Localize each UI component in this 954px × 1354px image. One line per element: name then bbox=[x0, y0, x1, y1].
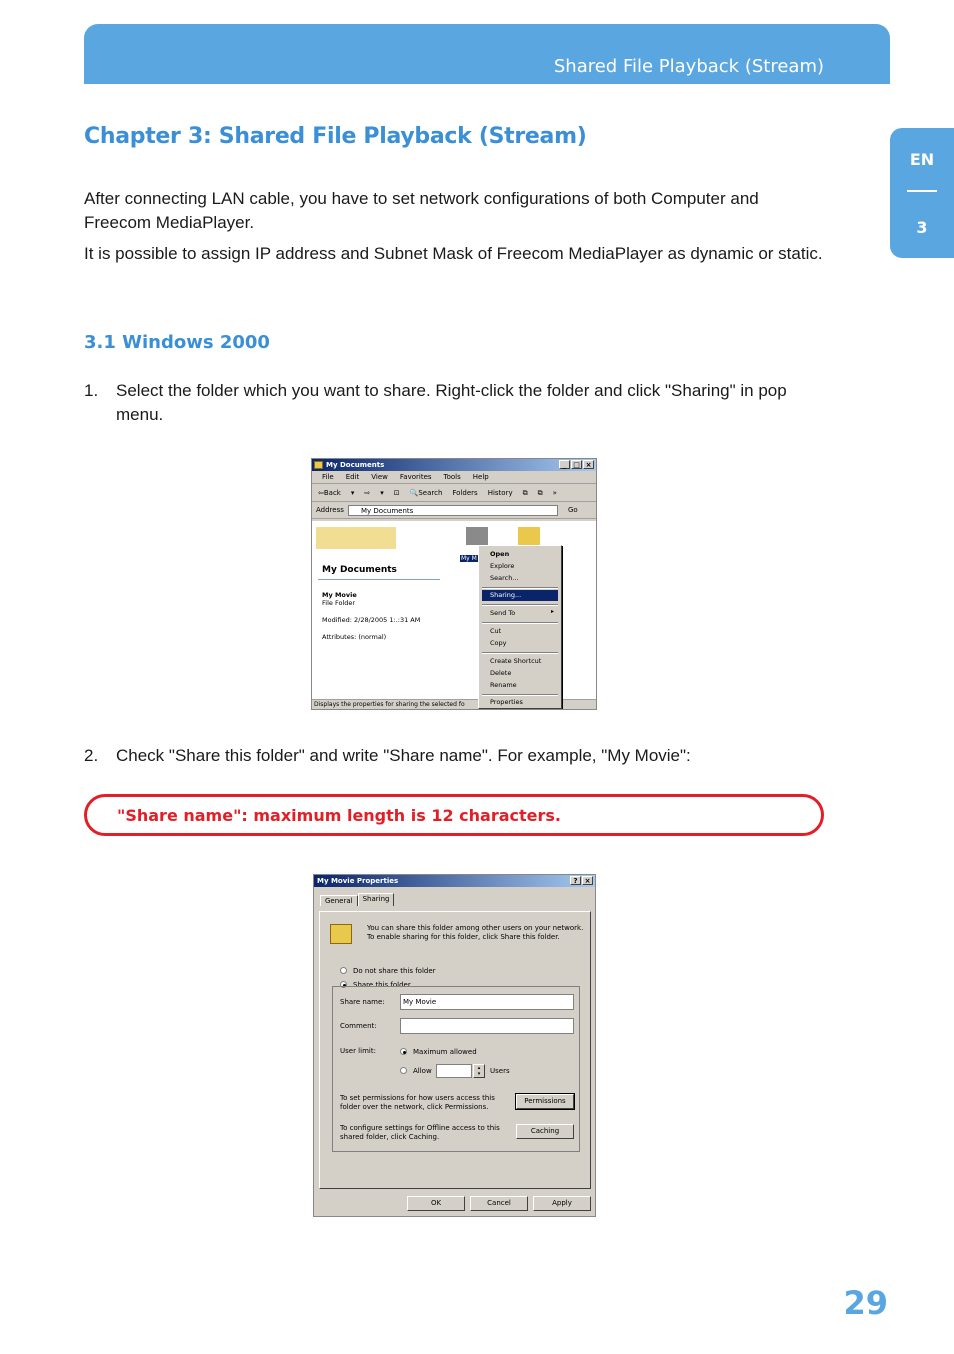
menu-view[interactable]: View bbox=[371, 473, 388, 481]
context-menu bbox=[478, 545, 562, 709]
sharing-info-text: You can share this folder among other users on your network. To enable sharing for this folder, click Share this folder. bbox=[367, 924, 584, 941]
share-folder-label: Share this folder bbox=[353, 981, 411, 989]
step-2 bbox=[84, 744, 829, 768]
ctx-separator bbox=[482, 604, 558, 606]
sharing-panel bbox=[319, 911, 591, 1189]
step-number: 2. bbox=[84, 746, 99, 765]
item-attributes: Attributes: (normal) bbox=[322, 633, 387, 641]
pane-divider bbox=[318, 579, 440, 580]
forward-dropdown-icon[interactable]: ▾ bbox=[380, 489, 384, 497]
item-type: File Folder bbox=[322, 599, 356, 607]
intro-paragraph-2: It is possible to assign IP address and Subnet Mask of Freecom MediaPlayer as dynamic or static. bbox=[84, 244, 823, 263]
running-title: Shared File Playback (Stream) bbox=[553, 56, 824, 77]
step-1 bbox=[84, 379, 829, 427]
toolbar-overflow-icon[interactable]: » bbox=[552, 489, 557, 497]
ctx-create-shortcut[interactable]: Create Shortcut bbox=[490, 657, 542, 665]
chapter-side-tab bbox=[890, 128, 954, 258]
dialog-title: My Movie Properties bbox=[317, 877, 399, 885]
close-icon[interactable]: × bbox=[583, 460, 594, 469]
ctx-rename[interactable]: Rename bbox=[490, 681, 517, 689]
folders-button[interactable]: Folders bbox=[452, 489, 478, 497]
side-tab-divider bbox=[907, 190, 937, 192]
address-label: Address bbox=[316, 506, 344, 514]
allow-users-input[interactable] bbox=[436, 1064, 472, 1078]
dialog-tabs bbox=[320, 895, 394, 906]
ok-button[interactable]: OK bbox=[407, 1196, 465, 1211]
ctx-cut[interactable]: Cut bbox=[490, 627, 502, 635]
folder-icon[interactable] bbox=[518, 527, 540, 545]
go-button[interactable]: Go bbox=[568, 506, 578, 514]
allow-label: Allow bbox=[413, 1067, 432, 1075]
do-not-share-radio[interactable] bbox=[340, 967, 347, 974]
language-label: EN bbox=[909, 150, 935, 169]
users-label: Users bbox=[490, 1067, 510, 1075]
menu-edit[interactable]: Edit bbox=[345, 473, 360, 481]
dialog-titlebar bbox=[314, 875, 595, 887]
ctx-search[interactable]: Search... bbox=[490, 574, 519, 582]
warning-note-text: "Share name": maximum length is 12 characters. bbox=[117, 806, 561, 825]
close-icon[interactable]: × bbox=[582, 876, 593, 885]
search-button[interactable]: 🔍Search bbox=[409, 489, 443, 497]
apply-button[interactable]: Apply bbox=[533, 1196, 591, 1211]
step-number: 1. bbox=[84, 381, 99, 400]
explorer-menubar bbox=[312, 471, 596, 484]
share-name-input[interactable]: My Movie bbox=[400, 994, 574, 1010]
menu-help[interactable]: Help bbox=[472, 473, 489, 481]
caching-text: To configure settings for Offline access to this shared folder, click Caching. bbox=[340, 1124, 500, 1141]
ctx-send-to[interactable]: Send To bbox=[490, 609, 516, 617]
forward-button[interactable]: ⇨ bbox=[364, 489, 371, 497]
page-header-bar bbox=[84, 24, 890, 84]
ctx-delete[interactable]: Delete bbox=[490, 669, 512, 677]
selected-folder-label[interactable]: My M bbox=[461, 555, 477, 562]
step-text: Select the folder which you want to share. Right-click the folder and click "Sharing" in pop menu. bbox=[116, 381, 787, 424]
status-bar: Displays the properties for sharing the selected fo bbox=[312, 699, 596, 709]
explorer-window-screenshot bbox=[311, 458, 597, 710]
cancel-button[interactable]: Cancel bbox=[470, 1196, 528, 1211]
ctx-copy[interactable]: Copy bbox=[490, 639, 507, 647]
page-number: 29 bbox=[843, 1284, 888, 1322]
help-icon[interactable]: ? bbox=[570, 876, 581, 885]
back-button[interactable]: ⇦Back bbox=[318, 489, 341, 497]
ctx-separator bbox=[482, 587, 558, 589]
tab-general[interactable]: General bbox=[320, 895, 358, 906]
comment-label: Comment: bbox=[340, 1022, 377, 1030]
back-dropdown-icon[interactable]: ▾ bbox=[350, 489, 355, 497]
folder-banner-icon bbox=[316, 527, 396, 549]
do-not-share-label: Do not share this folder bbox=[353, 967, 436, 975]
properties-dialog-screenshot bbox=[313, 874, 596, 1217]
permissions-text: To set permissions for how users access this folder over the network, click Permissions. bbox=[340, 1094, 495, 1111]
shared-folder-icon bbox=[330, 924, 352, 944]
maximum-allowed-radio[interactable] bbox=[400, 1048, 407, 1055]
address-input[interactable]: My Documents bbox=[348, 505, 558, 516]
item-name: My Movie bbox=[322, 591, 357, 599]
warning-note bbox=[84, 794, 824, 836]
move-to-icon[interactable]: ⧉ bbox=[522, 489, 528, 497]
chapter-title: Chapter 3: Shared File Playback (Stream) bbox=[84, 124, 587, 149]
address-bar bbox=[312, 502, 596, 519]
chapter-number: 3 bbox=[916, 218, 928, 237]
pane-title: My Documents bbox=[322, 565, 397, 575]
ctx-properties[interactable]: Properties bbox=[490, 698, 523, 706]
explorer-toolbar bbox=[312, 484, 596, 502]
users-spinner[interactable]: ▴ ▾ bbox=[473, 1064, 485, 1078]
intro-paragraph-1: After connecting LAN cable, you have to set network configurations of both Computer and Freecom MediaPlayer. bbox=[84, 189, 759, 232]
ctx-explore[interactable]: Explore bbox=[490, 562, 515, 570]
maximum-allowed-label: Maximum allowed bbox=[413, 1048, 477, 1056]
explorer-titlebar bbox=[312, 459, 596, 471]
folder-icon[interactable] bbox=[466, 527, 488, 545]
section-title: 3.1 Windows 2000 bbox=[84, 332, 270, 353]
ctx-sharing[interactable]: Sharing... bbox=[482, 590, 558, 601]
window-title: My Documents bbox=[326, 461, 385, 469]
submenu-arrow-icon: ▸ bbox=[551, 608, 555, 615]
comment-input[interactable] bbox=[400, 1018, 574, 1034]
ctx-open[interactable]: Open bbox=[490, 550, 510, 558]
up-folder-icon[interactable]: ⊡ bbox=[393, 489, 400, 497]
ctx-separator bbox=[482, 694, 558, 696]
caching-button[interactable]: Caching bbox=[516, 1124, 574, 1139]
folder-icon bbox=[314, 461, 323, 469]
ctx-separator bbox=[482, 622, 558, 624]
step-text: Check "Share this folder" and write "Share name". For example, "My Movie": bbox=[116, 746, 691, 765]
menu-tools[interactable]: Tools bbox=[443, 473, 461, 481]
tab-sharing[interactable]: Sharing bbox=[358, 893, 395, 906]
copy-to-icon[interactable]: ⧉ bbox=[537, 489, 543, 497]
history-button[interactable]: History bbox=[487, 489, 513, 497]
minimize-icon[interactable]: _ bbox=[559, 460, 570, 469]
menu-file[interactable]: File bbox=[322, 473, 334, 481]
menu-favorites[interactable]: Favorites bbox=[399, 473, 432, 481]
ctx-separator bbox=[482, 652, 558, 654]
maximize-icon[interactable]: □ bbox=[571, 460, 582, 469]
item-modified: Modified: 2/28/2005 1:.:31 AM bbox=[322, 616, 421, 624]
permissions-button[interactable]: Permissions bbox=[516, 1094, 574, 1109]
user-limit-label: User limit: bbox=[340, 1047, 376, 1055]
allow-radio[interactable] bbox=[400, 1067, 407, 1074]
share-name-label: Share name: bbox=[340, 998, 385, 1006]
